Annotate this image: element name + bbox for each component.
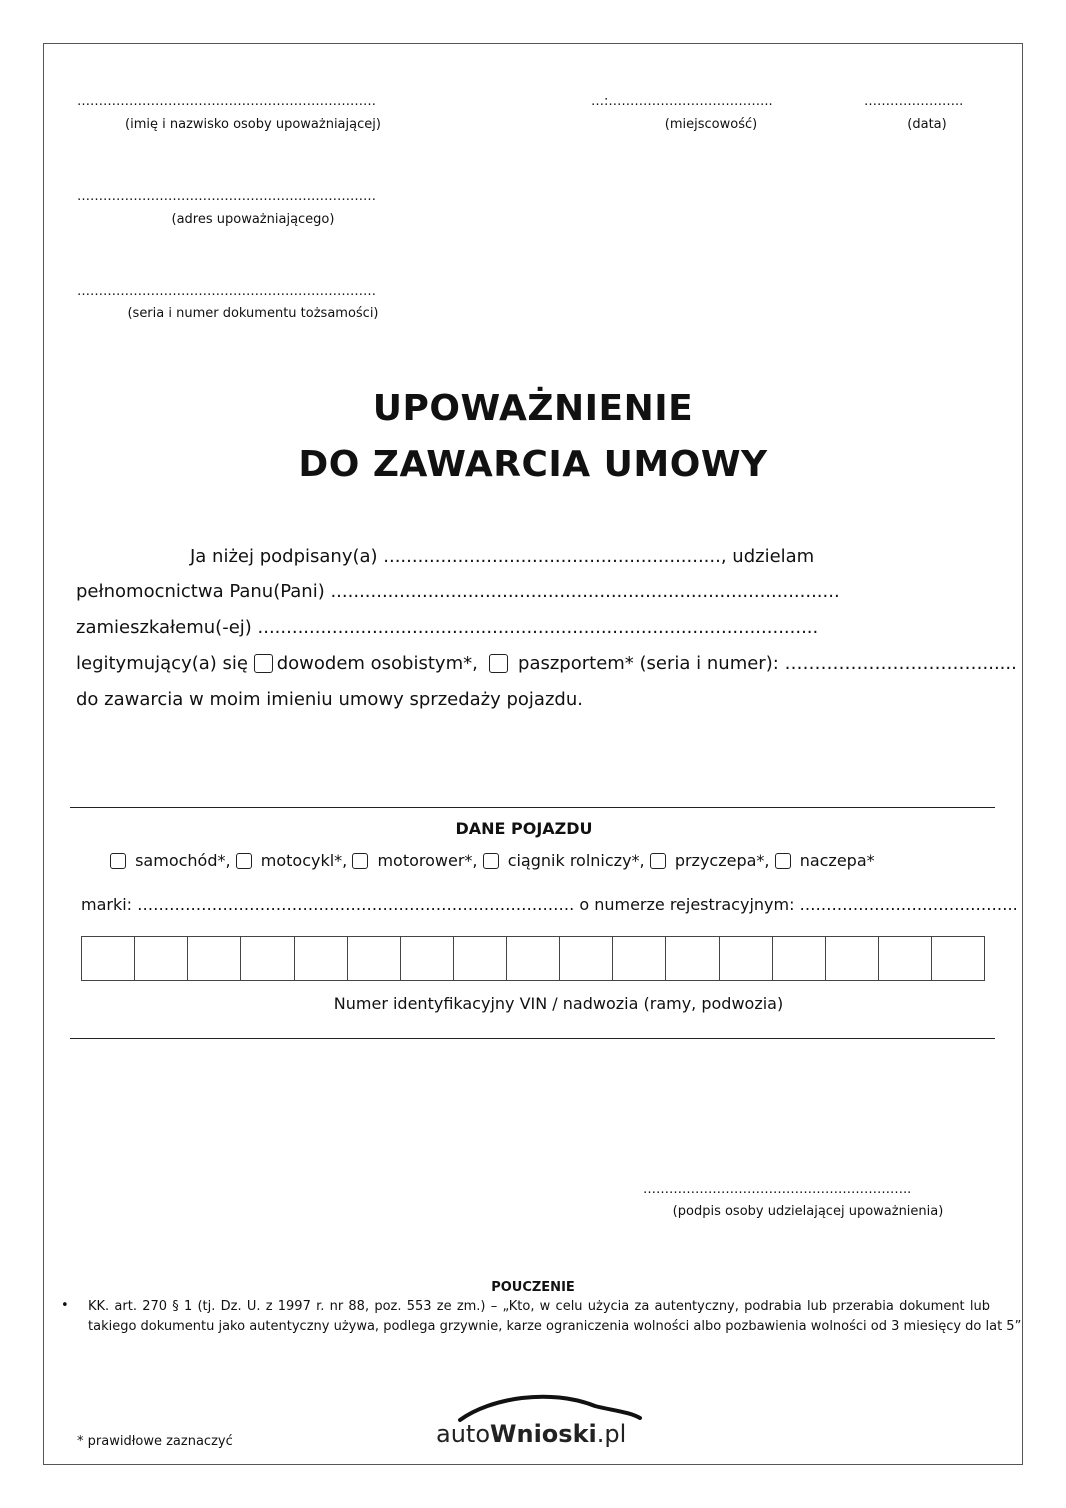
logo-prefix: auto: [436, 1420, 491, 1448]
vin-cell[interactable]: [135, 937, 188, 980]
notice-heading: POUCZENIE: [491, 1280, 575, 1295]
car-label: samochód*,: [135, 851, 231, 870]
notice-text-line1: KK. art. 270 § 1 (tj. Dz. U. z 1997 r. nr 88, poz. 553 ze zm.) – „Kto, w celu użycia za autentyczny, podrabia lub przerabia dokument lub: [88, 1299, 990, 1314]
document-title-line1: UPOWAŻNIENIE: [372, 388, 694, 429]
vin-caption: Numer identyfikacyjny VIN / nadwozia (ramy, podwozia): [333, 994, 784, 1013]
passport-checkbox[interactable]: [489, 654, 508, 673]
logo-text: [436, 1420, 626, 1448]
place-field[interactable]: …:………………………………..: [591, 94, 773, 109]
body-line-3: zamieszkałemu(-ej) ..................................................................................................: [76, 617, 819, 638]
passport-option-label: paszportem* (seria i numer): ……………………………......: [518, 653, 1017, 674]
vin-cell[interactable]: [613, 937, 666, 980]
id-card-checkbox[interactable]: [254, 654, 273, 673]
vehicle-type-options: [110, 851, 875, 870]
trailer-checkbox[interactable]: [650, 853, 666, 869]
vin-cell[interactable]: [348, 937, 401, 980]
place-caption: (miejscowość): [664, 117, 758, 132]
moped-label: motorower*,: [377, 851, 478, 870]
date-caption: (data): [907, 117, 947, 132]
notice-bullet: •: [61, 1298, 69, 1313]
vin-input-grid[interactable]: [81, 936, 985, 981]
footnote: * prawidłowe zaznaczyć: [77, 1434, 233, 1449]
vin-cell[interactable]: [241, 937, 294, 980]
brand-registration-line[interactable]: marki: ………………………………………………………………………. o numerze rejestracyjnym: …………………………………..: [81, 895, 1018, 914]
vin-cell[interactable]: [454, 937, 507, 980]
semitrailer-checkbox[interactable]: [775, 853, 791, 869]
logo-suffix: .pl: [596, 1420, 627, 1448]
car-checkbox[interactable]: [110, 853, 126, 869]
vin-cell[interactable]: [879, 937, 932, 980]
signature-caption: (podpis osoby udzielającej upoważnienia): [672, 1204, 944, 1219]
tractor-label: ciągnik rolniczy*,: [507, 851, 645, 870]
motorcycle-checkbox[interactable]: [236, 853, 252, 869]
body-line-2: pełnomocnictwa Panu(Pani) .........................................................................................: [76, 581, 840, 602]
moped-checkbox[interactable]: [352, 853, 368, 869]
name-field[interactable]: ……………………………………………………………: [77, 94, 376, 109]
id-type-label: legitymujący(a) się: [76, 653, 248, 674]
autownioski-logo: [430, 1392, 645, 1452]
vin-cell[interactable]: [666, 937, 719, 980]
vin-cell[interactable]: [188, 937, 241, 980]
name-caption: (imię i nazwisko osoby upoważniającej): [125, 117, 381, 132]
vin-cell[interactable]: [932, 937, 984, 980]
vin-cell[interactable]: [401, 937, 454, 980]
motorcycle-label: motocykl*,: [260, 851, 348, 870]
notice-text-line2: takiego dokumentu jako autentyczny używa, podlega grzywnie, karze ograniczenia wolności albo pozbawienia wolności od 3 miesięcy do lat 5”: [88, 1319, 1022, 1334]
date-field[interactable]: …………………..: [864, 94, 964, 109]
body-line-5: do zawarcia w moim imieniu umowy sprzedaży pojazdu.: [76, 689, 583, 710]
vin-cell[interactable]: [826, 937, 879, 980]
vin-cell[interactable]: [82, 937, 135, 980]
signature-field[interactable]: ……………………………………………………..: [643, 1182, 912, 1197]
vin-cell[interactable]: [507, 937, 560, 980]
vin-cell[interactable]: [295, 937, 348, 980]
document-title-line2: DO ZAWARCIA UMOWY: [298, 444, 768, 485]
address-caption: (adres upoważniającego): [171, 212, 335, 227]
id-document-caption: (seria i numer dokumentu tożsamości): [127, 306, 379, 321]
address-field[interactable]: ……………………………………………………………: [77, 189, 376, 204]
id-card-option-label: dowodem osobistym*,: [276, 653, 478, 674]
id-document-field[interactable]: ……………………………………………………………: [77, 284, 376, 299]
body-line-1: Ja niżej podpisany(a) ..........................................................., udzielam: [190, 546, 815, 567]
tractor-checkbox[interactable]: [483, 853, 499, 869]
car-silhouette-icon: [430, 1392, 645, 1422]
form-sheet: [43, 43, 1023, 1465]
section-divider-bottom: [70, 1038, 995, 1039]
vin-cell[interactable]: [773, 937, 826, 980]
body-line-4: [76, 653, 1017, 674]
semitrailer-label: naczepa*: [799, 851, 875, 870]
vin-cell[interactable]: [720, 937, 773, 980]
section-divider-top: [70, 807, 995, 808]
vin-cell[interactable]: [560, 937, 613, 980]
vehicle-section-heading: DANE POJAZDU: [455, 819, 593, 838]
logo-brand: Wnioski: [490, 1420, 597, 1448]
trailer-label: przyczepa*,: [674, 851, 770, 870]
